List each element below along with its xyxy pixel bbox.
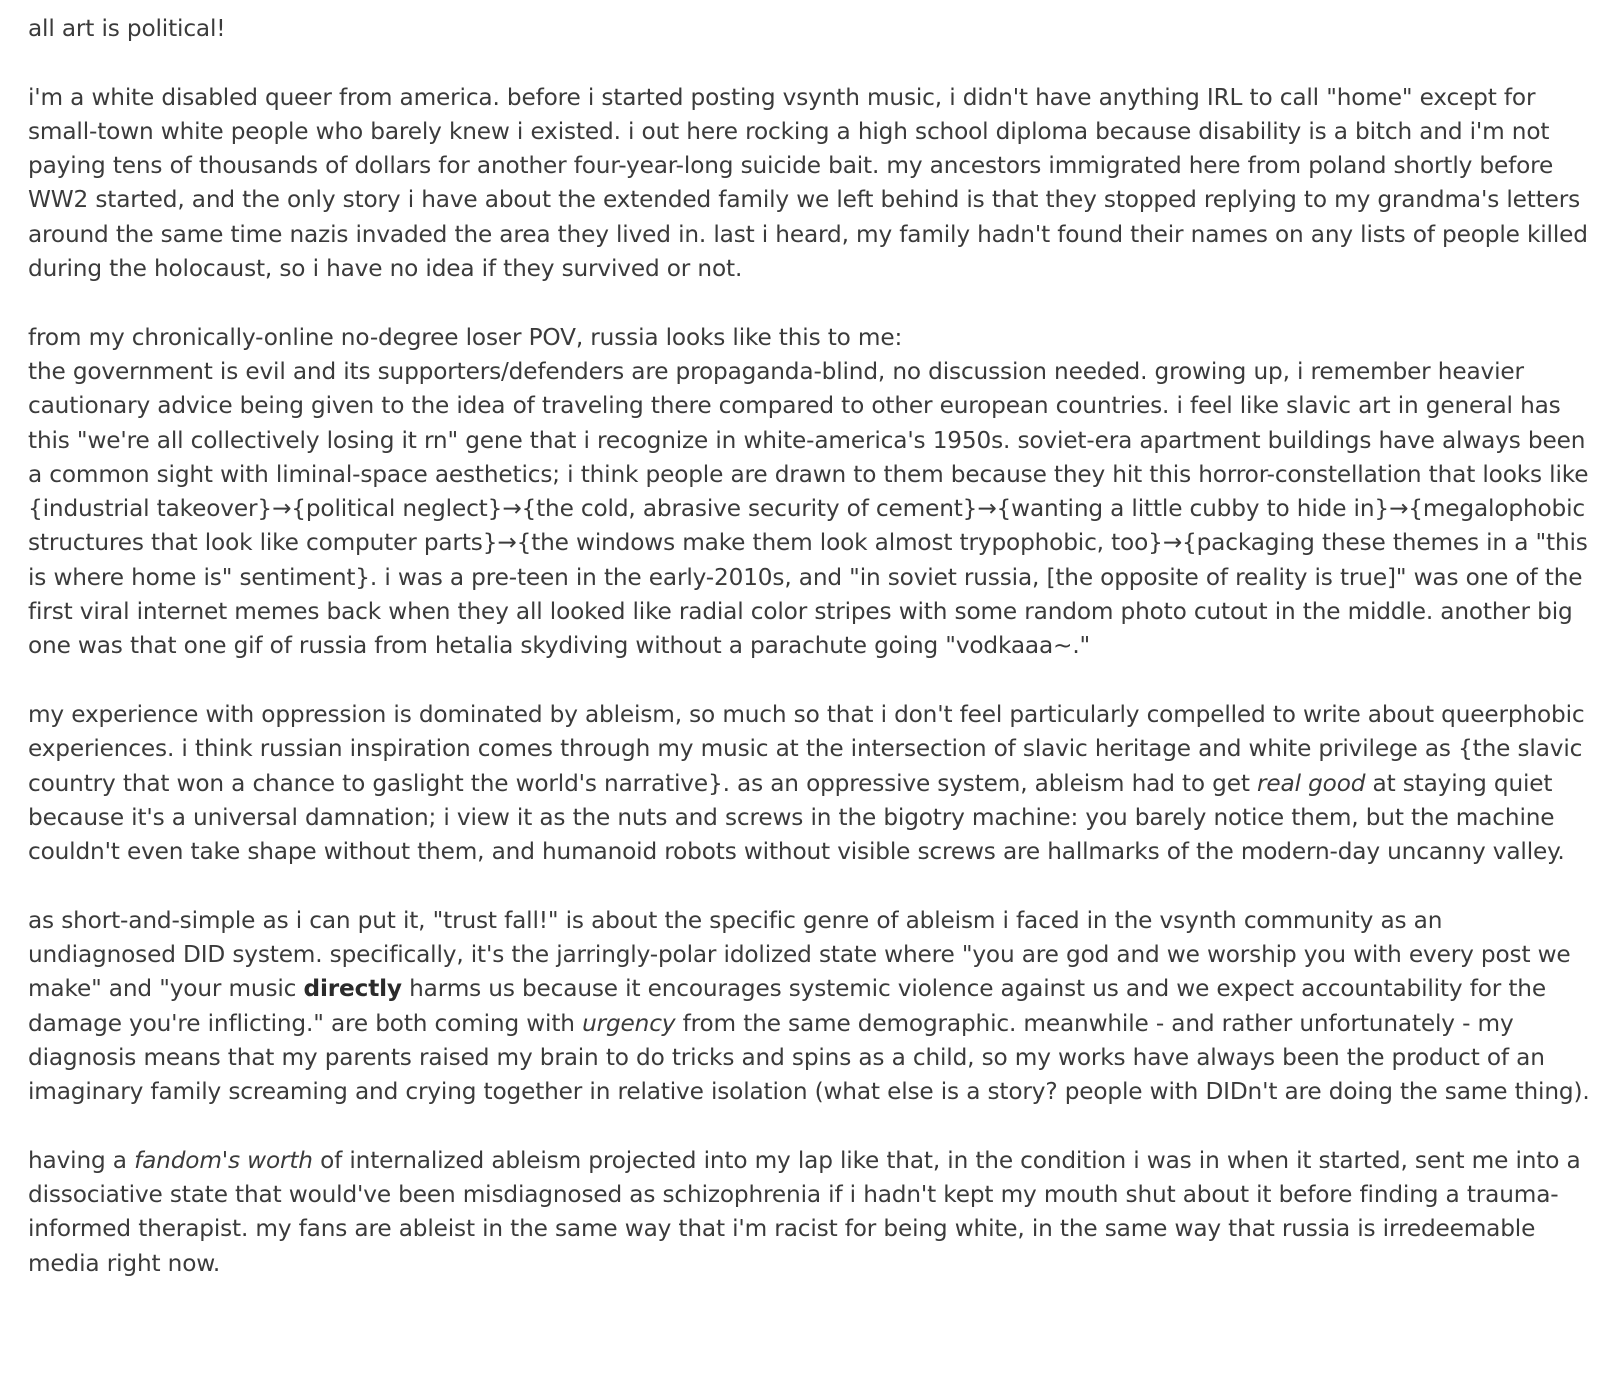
- trust-fall-text-part1: as short-and-simple as i can put it, "trust fall!" is about the specific genre of ableism i faced in the vsynth community as an undiagnosed DID system. specifically, it's the jarringly-polar idolized state where "you are god and we worship you with every post we make" and "your music: [28, 906, 1571, 1003]
- paragraph-background: [28, 81, 1594, 287]
- background-text: i'm a white disabled queer from america. before i started posting vsynth music, i didn't have anything IRL to call "home" except for small-town white people who barely knew i existed. i out here rocking a high school diploma because disability is a bitch and i'm not paying tens of thousands of dollars for another four-year-long suicide bait. my ancestors immigrated here from poland shortly before WW2 started, and the only story i have about the extended family we left behind is that they stopped replying to my grandma's letters around the same time nazis invaded the area they lived in. last i heard, my family hadn't found their names on any lists of people killed during the holocaust, so i have no idea if they survived or not.: [28, 83, 1588, 283]
- paragraph-russia: [28, 321, 1594, 664]
- paragraph-trust-fall: [28, 904, 1594, 1110]
- russia-body-text: the government is evil and its supporters/defenders are propaganda-blind, no discussion needed. growing up, i remember heavier cautionary advice being given to the idea of traveling there compared to other european countries. i feel like slavic art in general has this "we're all collectively losing it rn" gene that i recognize in white-america's 1950s. soviet-era apartment buildings have always been a common sight with liminal-space aesthetics; i think people are drawn to them because they hit this horror-constellation that looks like {industrial takeover}→{political neglect}→{the cold, abrasive security of cement}→{wanting a little cubby to hide in}→{megalophobic structures that look like computer parts}→{the windows make them look almost trypophobic, too}→{packaging these themes in a "this is where home is" sentiment}. i was a pre-teen in the early-2010s, and "in soviet russia, [the opposite of reality is true]" was one of the first viral internet memes back when they all looked like radial color stripes with some random photo cutout in the middle. another big one was that one gif of russia from hetalia skydiving without a parachute going "vodkaaa~.": [28, 357, 1589, 660]
- russia-lead-line: from my chronically-online no-degree loser POV, russia looks like this to me:: [28, 323, 903, 351]
- fandom-emphasis: fandom's worth: [134, 1146, 313, 1174]
- paragraph-fandom: [28, 1144, 1594, 1281]
- intro-text: all art is political!: [28, 15, 226, 42]
- oppression-text-before: my experience with oppression is dominated by ableism, so much so that i don't feel particularly compelled to write about queerphobic experiences. i think russian inspiration comes through my music at the intersection of slavic heritage and white privilege as {the slavic country that won a chance to gaslight the world's narrative}. as an oppressive system, ableism had to get: [28, 700, 1585, 797]
- oppression-emphasis: real good: [1257, 769, 1366, 797]
- fandom-text-after: of internalized ableism projected into my lap like that, in the condition i was in when it started, sent me into a dissociative state that would've been misdiagnosed as schizophrenia if i hadn't kept my mouth shut about it before finding a trauma-informed therapist. my fans are ableist in the same way that i'm racist for being white, in the same way that russia is irredeemable media right now.: [28, 1146, 1581, 1277]
- trust-fall-text-part3: from the same demographic. meanwhile - and rather unfortunately - my diagnosis means that my parents raised my brain to do tricks and spins as a child, so my works have always been the product of an imaginary family screaming and crying together in relative isolation (what else is a story? people with DIDn't are doing the same thing).: [28, 1009, 1590, 1106]
- trust-fall-bold: directly: [303, 975, 402, 1003]
- trust-fall-text-part2: harms us because it encourages systemic violence against us and we expect accountability for the damage you're inflicting." are both coming with: [28, 975, 1546, 1037]
- paragraph-intro: [28, 12, 1594, 46]
- paragraph-oppression: [28, 698, 1594, 869]
- oppression-text-after: at staying quiet because it's a universal damnation; i view it as the nuts and screws in the bigotry machine: you barely notice them, but the machine couldn't even take shape without them, and humanoid robots without visible screws are hallmarks of the modern-day uncanny valley.: [28, 769, 1565, 866]
- fandom-text-before: having a: [28, 1146, 135, 1174]
- trust-fall-emphasis: urgency: [582, 1009, 676, 1037]
